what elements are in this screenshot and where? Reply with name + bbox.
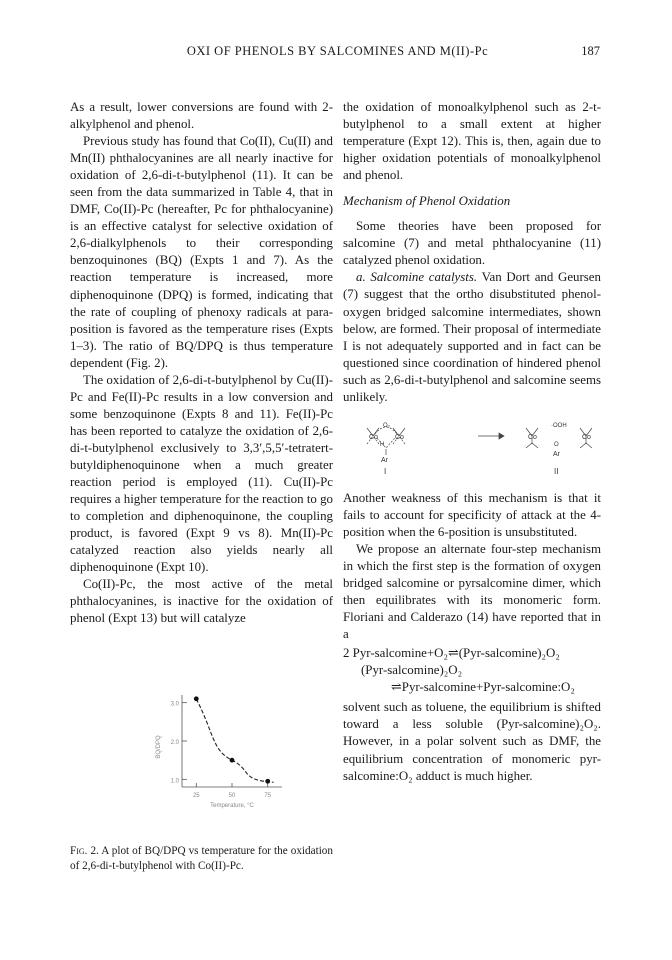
y-tick-label: 1.0 <box>170 778 179 785</box>
y-axis-label: BQ/DPQ <box>156 735 162 759</box>
svg-text:O₂: O₂ <box>383 422 390 429</box>
paragraph: Co(II)-Pc, the most active of the metal phthalocyanines, is inactive for the oxidation of phenol (Expt 13) but will catalyze <box>70 577 333 626</box>
running-title: OXI OF PHENOLS BY SALCOMINES AND M(II)-Pc <box>186 44 489 58</box>
y-tick-label: 3.0 <box>170 701 179 708</box>
paragraph: The oxidation of 2,6-di-t-butylphenol by Cu(II)-Pc and Fe(II)-Pc results in a low conversion and some benzoquinone (Expts 8 and 11). Fe(II)-Pc has been reported to catalyze the oxidation of 2,6-di-t-butylphenol exclusively to 3,3′,5,5′-tetratert-butyldiphenoquinone when a much greater reaction period is employed (11). Cu(II)-Pc requires a higher temperature for the reaction to go to completion and diphenoquinone, the coupling product, is favored (Expt 9 vs 8). Mn(II)-Pc catalyzed reaction also yields nearly all diphenoquinone (Expt 10). <box>70 372 333 575</box>
scheme-ooh: ·OOH <box>551 422 567 429</box>
scheme-ar-2: Ar <box>553 450 560 458</box>
scheme-co-left: Co <box>369 433 378 441</box>
paragraph: solvent such as toluene, the equilibrium is shifted toward a less soluble (Pyr-salcomine)₂O₂. However, in a polar solvent such as DMF, the equilibrium concentration of monomeric pyr-salcomine:O₂ adduct is much higher. <box>343 700 601 783</box>
equation-line: (Pyr-salcomine)₂O₂ <box>361 663 463 678</box>
paragraph-label: a. Salcomine catalysts. <box>356 270 478 285</box>
svg-text:H: H <box>380 441 385 448</box>
equation-line: ⇌Pyr-salcomine+Pyr-salcomine:O₂ <box>391 680 575 695</box>
y-tick-label: 2.0 <box>170 740 179 746</box>
left-column <box>70 99 333 627</box>
paragraph-text: Van Dort and Geursen (7) suggest that the ortho disubstituted phenol-oxygen bridged salcomine intermediates, shown below, are formed. Their proposal of intermediate I is not adequately supported and in fact can be questioned since coordination of hindered phenol such as 2,6-di-t-butylphenol and salcomine seems unlikely. <box>343 270 601 404</box>
paragraph: Another weakness of this mechanism is that it fails to account for specificity of attack at the 4-position when the 6-position is unsubstituted. <box>343 490 601 539</box>
page-header <box>75 44 600 64</box>
data-point <box>265 779 270 784</box>
series-line <box>196 699 273 782</box>
paragraph: Some theories have been proposed for salcomine (7) and metal phthalocyanine (11) catalyzed phenol oxidation. <box>343 219 601 268</box>
paragraph: the oxidation of monoalkylphenol such as 2-t-butylphenol to a small extent at higher temperature (Expt 12). This is, then, again due to higher oxidation potentials of monoalkylphenol and phenol. <box>343 100 601 183</box>
scheme-label-II: II <box>554 466 559 476</box>
paragraph: As a result, lower conversions are found with 2-alkylphenol and phenol. <box>70 100 333 132</box>
chart-svg <box>70 687 333 837</box>
scheme-co-2a: Co <box>528 433 537 441</box>
paragraph: We propose an alternate four-step mechanism in which the first step is the formation of oxygen bridged salcomine or pyrsalcomine dimer, which then equilibrates with its monomeric form. Floriani and Calderazo (14) have reported that in a <box>343 541 601 642</box>
figure-2-chart <box>70 687 333 837</box>
scheme-co-right: Co <box>395 433 404 441</box>
reaction-scheme <box>343 416 601 476</box>
x-tick-label: 75 <box>264 793 272 799</box>
data-point <box>194 696 199 701</box>
x-tick-label: 50 <box>228 793 236 799</box>
data-point <box>230 758 235 763</box>
caption-text: A plot of BQ/DPQ vs temperature for the oxidation of 2,6-di-t-butylphenol with Co(II)-Pc. <box>70 845 333 872</box>
paragraph <box>343 269 601 405</box>
scheme-co-2b: Co <box>582 433 591 441</box>
equation-line: 2 Pyr-salcomine+O₂⇌(Pyr-salcomine)₂O₂ <box>343 646 560 661</box>
x-axis-label: Temperature, °C <box>210 803 254 809</box>
svg-text:O: O <box>554 441 559 448</box>
caption-label: Fig. 2. <box>70 845 99 857</box>
scheme-label-I: I <box>384 466 387 476</box>
paragraph: Previous study has found that Co(II), Cu(II) and Mn(II) phthalocyanines are all nearly inactive for oxidation of 2,6-di-t-butylphenol (11). It can be seen from the data summarized in Table 4, that in DMF, Co(II)-Pc (hereafter, Pc for phthalocyanine) is an effective catalyst for selective oxidation of 2,6-dialkylphenols to their corresponding benzoquinones (BQ) (Expts 1 and 7). As the reaction temperature is increased, more diphenoquinone (DPQ) is formed, indicating that the rate of coupling of phenoxy radicals at para-position is favored as the temperature rises (Expts 1–3). The ratio of BQ/DPQ is thus temperature dependent (Fig. 2). <box>70 134 333 370</box>
right-column <box>343 99 601 785</box>
figure-caption <box>70 844 333 873</box>
page-number: 187 <box>581 44 600 58</box>
section-heading: Mechanism of Phenol Oxidation <box>343 194 511 209</box>
scheme-ar: Ar <box>381 456 388 464</box>
x-tick-label: 25 <box>192 793 200 799</box>
